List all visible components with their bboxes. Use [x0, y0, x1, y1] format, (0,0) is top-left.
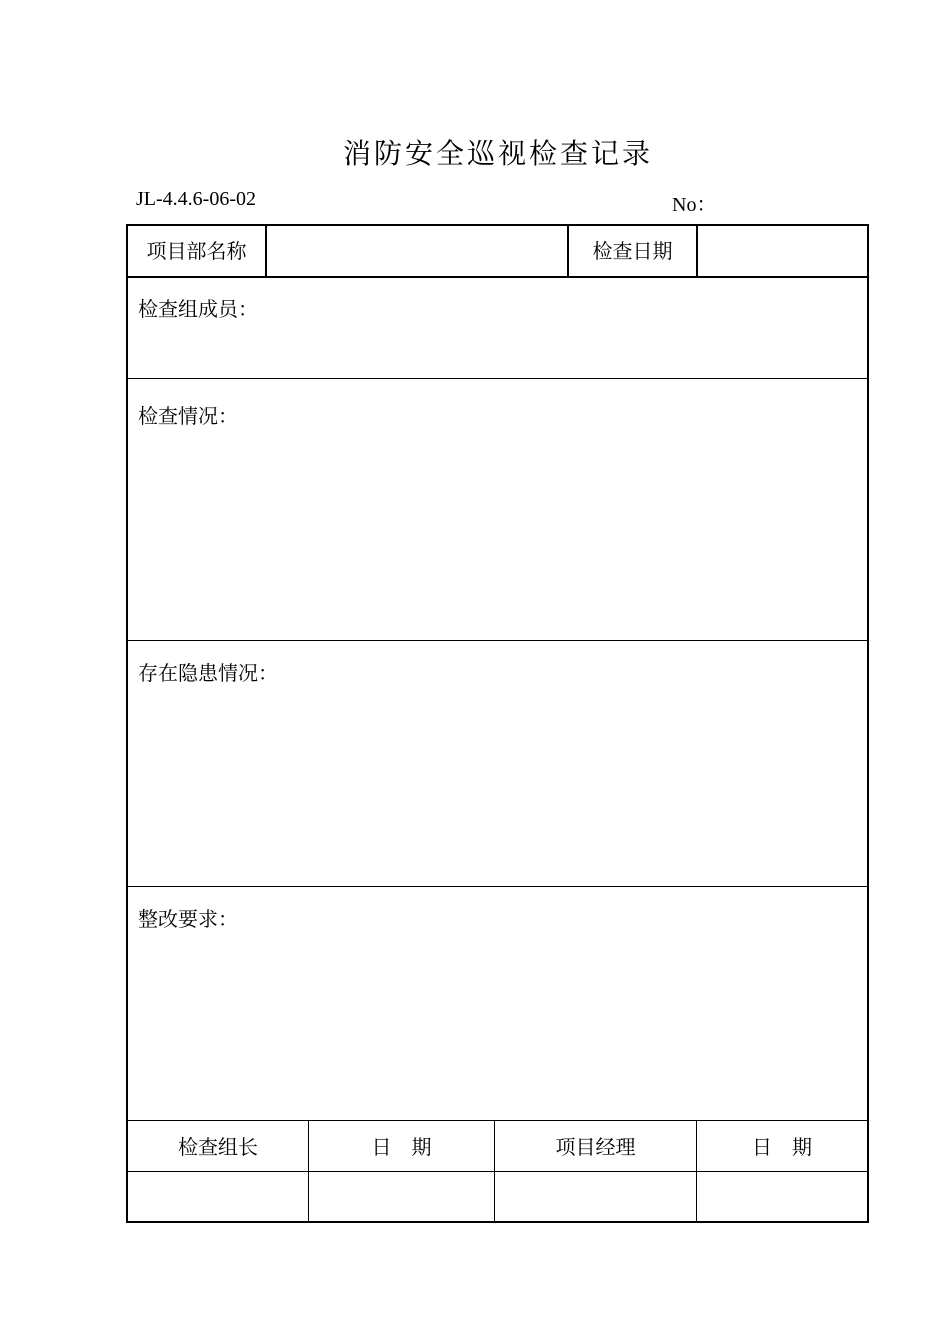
rectification-label: 整改要求：: [138, 907, 238, 931]
inspection-form-table: [126, 224, 869, 1223]
situation-label: 检查情况：: [138, 404, 238, 428]
form-code: JL-4.4.6-06-02: [136, 188, 256, 210]
members-field[interactable]: [128, 322, 867, 376]
divider: [265, 226, 267, 276]
check-date-field[interactable]: [699, 239, 865, 263]
manager-date-header: 日 期: [752, 1135, 812, 1159]
inspection-leader-field[interactable]: [128, 1184, 308, 1208]
check-date-label: 检查日期: [592, 239, 673, 263]
rectification-field[interactable]: [128, 934, 867, 1118]
project-name-label: 项目部名称: [146, 239, 247, 263]
situation-field[interactable]: [128, 430, 867, 638]
divider: [128, 276, 867, 278]
form-number-label: No：: [672, 194, 717, 216]
manager-date-field[interactable]: [697, 1184, 867, 1208]
project-name-field[interactable]: [268, 239, 564, 263]
form-title: 消防安全巡视检查记录: [342, 137, 653, 170]
divider: [696, 226, 698, 276]
divider: [128, 640, 867, 641]
hazards-label: 存在隐患情况：: [138, 661, 278, 685]
leader-date-field[interactable]: [309, 1184, 494, 1208]
divider: [128, 378, 867, 379]
inspection-leader-header: 检查组长: [178, 1135, 258, 1159]
divider: [128, 886, 867, 887]
divider: [128, 1120, 867, 1121]
project-manager-field[interactable]: [495, 1184, 696, 1208]
members-label: 检查组成员：: [138, 297, 258, 321]
divider: [128, 1171, 867, 1172]
leader-date-header: 日 期: [371, 1135, 432, 1159]
project-manager-header: 项目经理: [555, 1135, 636, 1159]
hazards-field[interactable]: [128, 688, 867, 884]
